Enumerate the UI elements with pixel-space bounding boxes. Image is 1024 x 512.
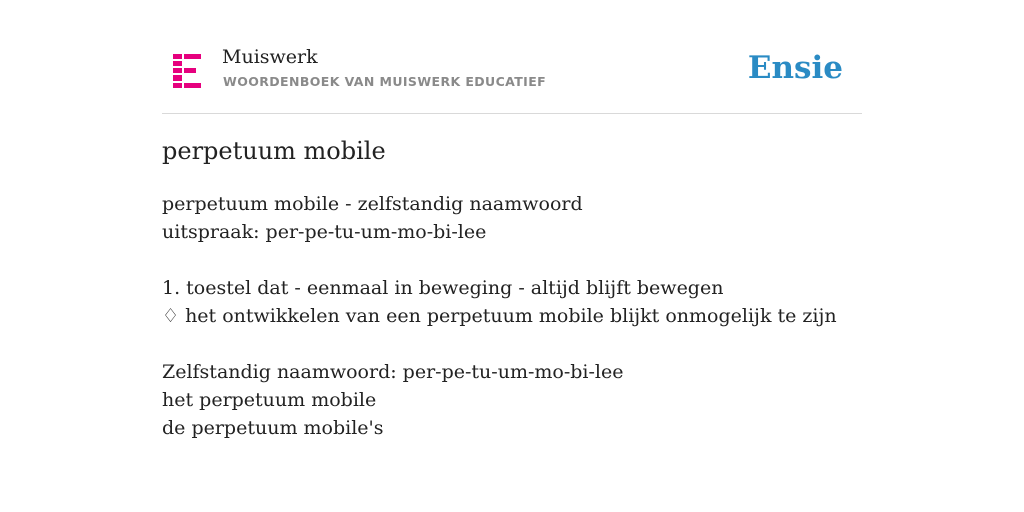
entry-body	[162, 190, 862, 442]
publisher-name[interactable]: Muiswerk	[222, 46, 318, 68]
entry-title: perpetuum mobile	[162, 137, 386, 165]
publisher-subtitle: WOORDENBOEK VAN MUISWERK EDUCATIEF	[223, 74, 547, 89]
page-container	[162, 0, 862, 439]
spacer	[162, 246, 862, 274]
word-class-line: perpetuum mobile - zelfstandig naamwoord	[162, 193, 583, 215]
muiswerk-logo-icon[interactable]	[173, 54, 201, 88]
ensie-brand-logo[interactable]: Ensie	[747, 50, 843, 86]
singular-form-line: het perpetuum mobile	[162, 389, 377, 411]
spacer	[162, 330, 862, 358]
plural-form-line: de perpetuum mobile's	[162, 417, 384, 439]
pronunciation-line: uitspraak: per-pe-tu-um-mo-bi-lee	[162, 221, 487, 243]
definition-line: 1. toestel dat - eenmaal in beweging - altijd blijft bewegen	[162, 277, 724, 299]
example-line: ♢ het ontwikkelen van een perpetuum mobile blijkt onmogelijk te zijn	[162, 305, 837, 327]
header	[162, 0, 862, 114]
grammar-line: Zelfstandig naamwoord: per-pe-tu-um-mo-bi-lee	[162, 361, 624, 383]
